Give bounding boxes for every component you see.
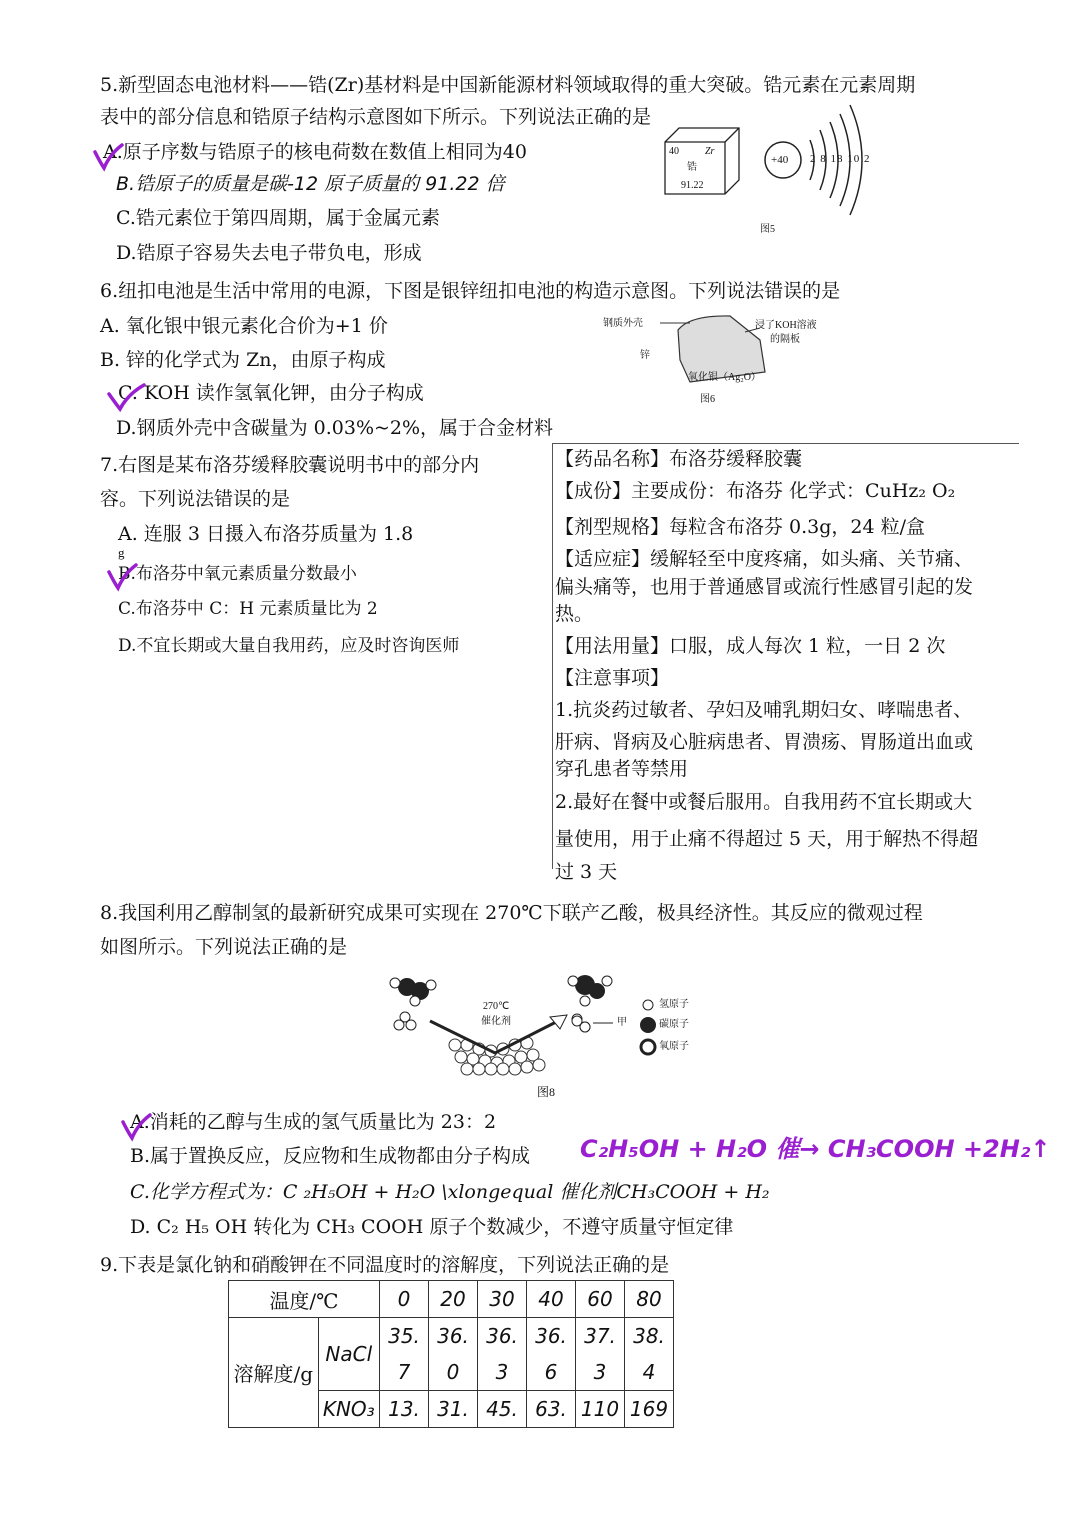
label-temperature: 270℃ xyxy=(483,1001,510,1012)
legend-carbon: 碳原子 xyxy=(659,1019,689,1030)
label-plate: 的隔板 xyxy=(770,334,800,345)
q6-stem: 6.纽扣电池是生活中常用的电源，下图是银锌纽扣电池的构造示意图。下列说法错误的是 xyxy=(100,280,841,302)
q9-stem: 9.下表是氯化钠和硝酸钾在不同温度时的溶解度，下列说法正确的是 xyxy=(100,1254,670,1276)
reaction-figure xyxy=(385,965,705,1105)
checkmark-icon xyxy=(120,1112,154,1142)
q8-option-b: B.属于置换反应，反应物和生成物都由分子构成 xyxy=(130,1145,531,1167)
leaflet-line: 【药品名称】布洛芬缓释胶囊 xyxy=(555,448,803,470)
q5-option-a: A.原子序数与锆原子的核电荷数在数值上相同为40 xyxy=(103,141,527,163)
table-cell: 36. xyxy=(527,1318,576,1355)
q7-stem: 7.右图是某布洛芬缓释胶囊说明书中的部分内 xyxy=(100,454,480,476)
table-cell: 13. xyxy=(380,1391,429,1428)
row-label-kno3: KNO₃ xyxy=(318,1391,379,1428)
leaflet-line: 穿孔患者等禁用 xyxy=(555,758,689,780)
q7-option-b: B.布洛芬中氧元素质量分数最小 xyxy=(118,564,357,584)
q6-option-a: A. 氧化银中银元素化合价为+1 价 xyxy=(100,315,388,337)
q5-option-d: D.锆原子容易失去电子带负电，形成 xyxy=(116,242,422,264)
leaflet-line: 过 3 天 xyxy=(555,861,618,883)
stray-mark: g xyxy=(118,545,125,560)
table-cell: 0 xyxy=(429,1354,478,1391)
label-product: 甲 xyxy=(617,1017,627,1028)
figure-caption: 图6 xyxy=(700,394,715,405)
table-row xyxy=(229,1318,674,1355)
table-cell: 7 xyxy=(380,1354,429,1391)
table-cell: 36. xyxy=(478,1318,527,1355)
leaflet-line: 【成份】主要成份：布洛芬 化学式：CuHz₂ O₂ xyxy=(555,480,956,502)
header-cell: 80 xyxy=(625,1281,674,1318)
table-cell: 169 xyxy=(625,1391,674,1428)
label-zinc: 锌 xyxy=(640,350,650,361)
header-cell: 0 xyxy=(380,1281,429,1318)
table-cell: 45. xyxy=(478,1391,527,1428)
table-cell: 3 xyxy=(478,1354,527,1391)
header-cell: 40 xyxy=(527,1281,576,1318)
q6-option-c: C. KOH 读作氢氧化钾，由分子构成 xyxy=(118,382,424,404)
leaflet-line: 【注意事项】 xyxy=(555,667,670,689)
element-symbol: Zr xyxy=(705,146,715,157)
q7-option-d: D.不宜长期或大量自我用药，应及时咨询医师 xyxy=(118,636,460,656)
legend-hydrogen: 氢原子 xyxy=(659,999,689,1010)
row-label-solubility: 溶解度/g xyxy=(229,1318,319,1428)
label-plate: 浸了KOH溶液 xyxy=(755,320,817,331)
label-oxide: 氧化银（Ag₂O） xyxy=(688,372,761,383)
handwritten-equation: C₂H₅OH + H₂O 催→ CH₃COOH +2H₂↑ xyxy=(580,1135,1051,1163)
nucleus-charge: +40 xyxy=(771,154,789,166)
legend-oxygen: 氧原子 xyxy=(659,1041,689,1052)
q7-stem: 容。下列说法错误的是 xyxy=(100,488,291,510)
table-cell: 38. xyxy=(625,1318,674,1355)
leaflet-line: 【剂型规格】每粒含布洛芬 0.3g，24 粒/盒 xyxy=(555,516,926,538)
atomic-mass: 91.22 xyxy=(681,180,704,191)
header-cell: 20 xyxy=(429,1281,478,1318)
table-cell: 110 xyxy=(576,1391,625,1428)
table-cell: 36. xyxy=(429,1318,478,1355)
q7-option-a: A. 连服 3 日摄入布洛芬质量为 1.8 xyxy=(118,523,414,545)
table-cell: 3 xyxy=(576,1354,625,1391)
q5-stem: 表中的部分信息和锆原子结构示意图如下所示。下列说法正确的是 xyxy=(100,106,652,128)
leaflet-line: 【用法用量】口服，成人每次 1 粒，一日 2 次 xyxy=(555,635,946,657)
solubility-table xyxy=(228,1280,674,1428)
checkmark-icon xyxy=(106,382,146,412)
q8-stem: 8.我国利用乙醇制氢的最新研究成果可实现在 270℃下联产乙酸，极具经济性。其反应的微观过程 xyxy=(100,902,923,924)
q8-stem: 如图所示。下列说法正确的是 xyxy=(100,936,348,958)
table-cell: 63. xyxy=(527,1391,576,1428)
header-cell: 60 xyxy=(576,1281,625,1318)
q8-option-a: A.消耗的乙醇与生成的氢气质量比为 23：2 xyxy=(130,1111,497,1133)
table-row xyxy=(229,1281,674,1318)
leaflet-line: 偏头痛等，也用于普通感冒或流行性感冒引起的发 xyxy=(555,576,974,598)
leaflet-line: 热。 xyxy=(555,603,594,625)
atom-structure-figure xyxy=(760,100,880,220)
header-temperature: 温度/℃ xyxy=(229,1281,380,1318)
atomic-number: 40 xyxy=(669,146,679,157)
element-name: 锆 xyxy=(687,162,697,173)
table-cell: 4 xyxy=(625,1354,674,1391)
q8-option-d: D. C₂ H₅ OH 转化为 CH₃ COOH 原子个数减少，不遵守质量守恒定律 xyxy=(130,1216,734,1238)
leaflet-line: 2.最好在餐中或餐后服用。自我用药不宜长期或大 xyxy=(555,791,973,813)
leaflet-line: 【适应症】缓解轻至中度疼痛，如头痛、关节痛、 xyxy=(555,548,974,570)
electron-shells: 2 8 18 10 2 xyxy=(810,153,871,165)
leaflet-line: 肝病、肾病及心脏病患者、胃溃疡、胃肠道出血或 xyxy=(555,731,974,753)
table-cell: 31. xyxy=(429,1391,478,1428)
label-catalyst: 催化剂 xyxy=(481,1016,511,1027)
header-cell: 30 xyxy=(478,1281,527,1318)
q5-option-b: B.锆原子的质量是碳-12 原子质量的 91.22 倍 xyxy=(116,173,505,195)
checkmark-icon xyxy=(92,142,124,172)
q6-option-d: D.钢质外壳中含碳量为 0.03%~2%，属于合金材料 xyxy=(116,417,554,439)
button-battery-figure xyxy=(600,310,840,410)
checkmark-icon xyxy=(106,562,140,592)
leaflet-line: 量使用，用于止痛不得超过 5 天，用于解热不得超 xyxy=(555,828,979,850)
q5-option-c: C.锆元素位于第四周期，属于金属元素 xyxy=(116,207,440,229)
medicine-leaflet xyxy=(552,443,1019,883)
leaflet-line: 1.抗炎药过敏者、孕妇及哺乳期妇女、哮喘患者、 xyxy=(555,699,973,721)
figure-caption: 图8 xyxy=(537,1085,556,1099)
table-cell: 6 xyxy=(527,1354,576,1391)
row-label-nacl: NaCl xyxy=(318,1318,379,1391)
label-shell: 钢质外壳 xyxy=(603,318,643,329)
table-cell: 35. xyxy=(380,1318,429,1355)
q6-option-b: B. 锌的化学式为 Zn，由原子构成 xyxy=(100,349,386,371)
q7-option-c: C.布洛芬中 C：H 元素质量比为 2 xyxy=(118,599,378,619)
element-cell-figure xyxy=(665,128,739,194)
q5-stem: 5.新型固态电池材料——锆(Zr)基材料是中国新能源材料领域取得的重大突破。锆元素在元素周期 xyxy=(100,74,916,96)
q8-option-c: C.化学方程式为：C ₂H₅OH + H₂O \xlongequal 催化剂CH₃COOH + H₂ xyxy=(130,1181,770,1203)
figure-caption: 图5 xyxy=(760,224,775,235)
table-cell: 37. xyxy=(576,1318,625,1355)
